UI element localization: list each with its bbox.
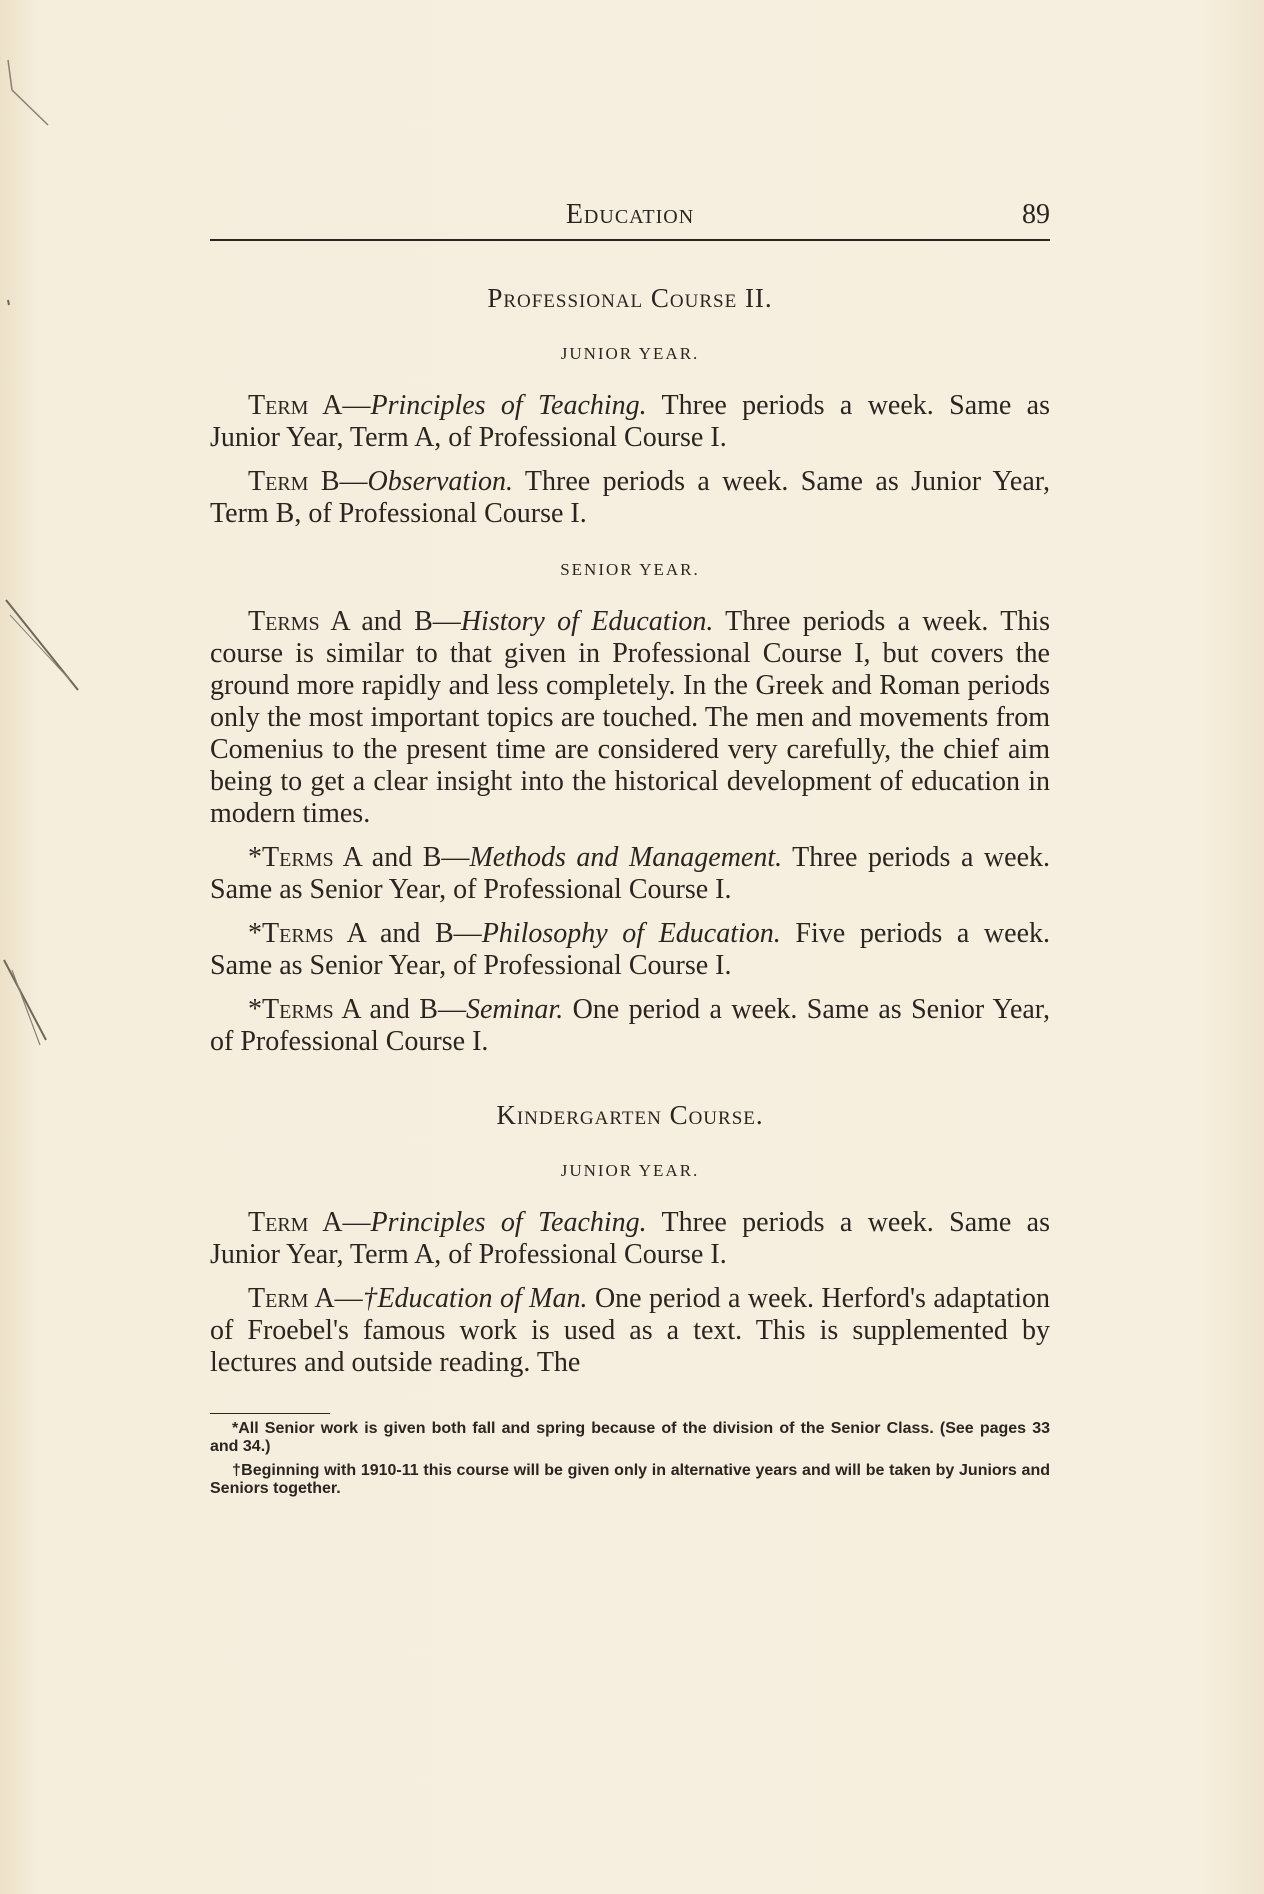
section-title-kindergarten-course: Kindergarten Course. xyxy=(496,1100,764,1130)
margin-pencil-marks xyxy=(0,0,120,1894)
page-number: 89 xyxy=(1022,199,1050,230)
senior-year-heading: SENIOR YEAR. xyxy=(560,560,700,579)
course-entry: Term A—†Education of Man. One period a week. Herford's adaptation of Froebel's famous work is used as a text. This is supplemented by lectures and outside reading. The xyxy=(210,1283,1050,1378)
section-title-professional-course-ii: Professional Course II. xyxy=(487,283,773,313)
junior-year-heading: JUNIOR YEAR. xyxy=(560,344,700,363)
footnote-divider xyxy=(210,1413,330,1414)
course-entry: Term A—Principles of Teaching. Three periods a week. Same as Junior Year, Term A, of Professional Course I. xyxy=(210,390,1050,453)
course-entry: Term A—Principles of Teaching. Three periods a week. Same as Junior Year, Term A, of Professional Course I. xyxy=(210,1207,1050,1270)
page-header xyxy=(210,195,1050,241)
running-title: Education xyxy=(565,199,695,230)
page-content xyxy=(210,195,1050,1498)
junior-year-heading: JUNIOR YEAR. xyxy=(560,1161,700,1180)
course-entry: *Terms A and B—Methods and Management. Three periods a week. Same as Senior Year, of Professional Course I. xyxy=(210,842,1050,905)
course-entry: Term B—Observation. Three periods a week. Same as Junior Year, Term B, of Professional Course I. xyxy=(210,466,1050,529)
footnote: †Beginning with 1910-11 this course will be given only in alternative years and will be taken by Juniors and Seniors together. xyxy=(210,1462,1050,1497)
footnote: *All Senior work is given both fall and spring because of the division of the Senior Class. (See pages 33 and 34.) xyxy=(210,1420,1050,1455)
course-entry: *Terms A and B—Philosophy of Education. Five periods a week. Same as Senior Year, of Professional Course I. xyxy=(210,918,1051,981)
course-entry: Terms A and B—History of Education. Three periods a week. This course is similar to that given in Professional Course I, but covers the ground more rapidly and less completely. In the Greek and Roman periods only the most important topics are touched. The men and movements from Comenius to the present time are considered very carefully, the chief aim being to get a clear insight into the historical development of education in modern times. xyxy=(210,606,1051,829)
course-entry: *Terms A and B—Seminar. One period a week. Same as Senior Year, of Professional Course I. xyxy=(210,994,1051,1057)
